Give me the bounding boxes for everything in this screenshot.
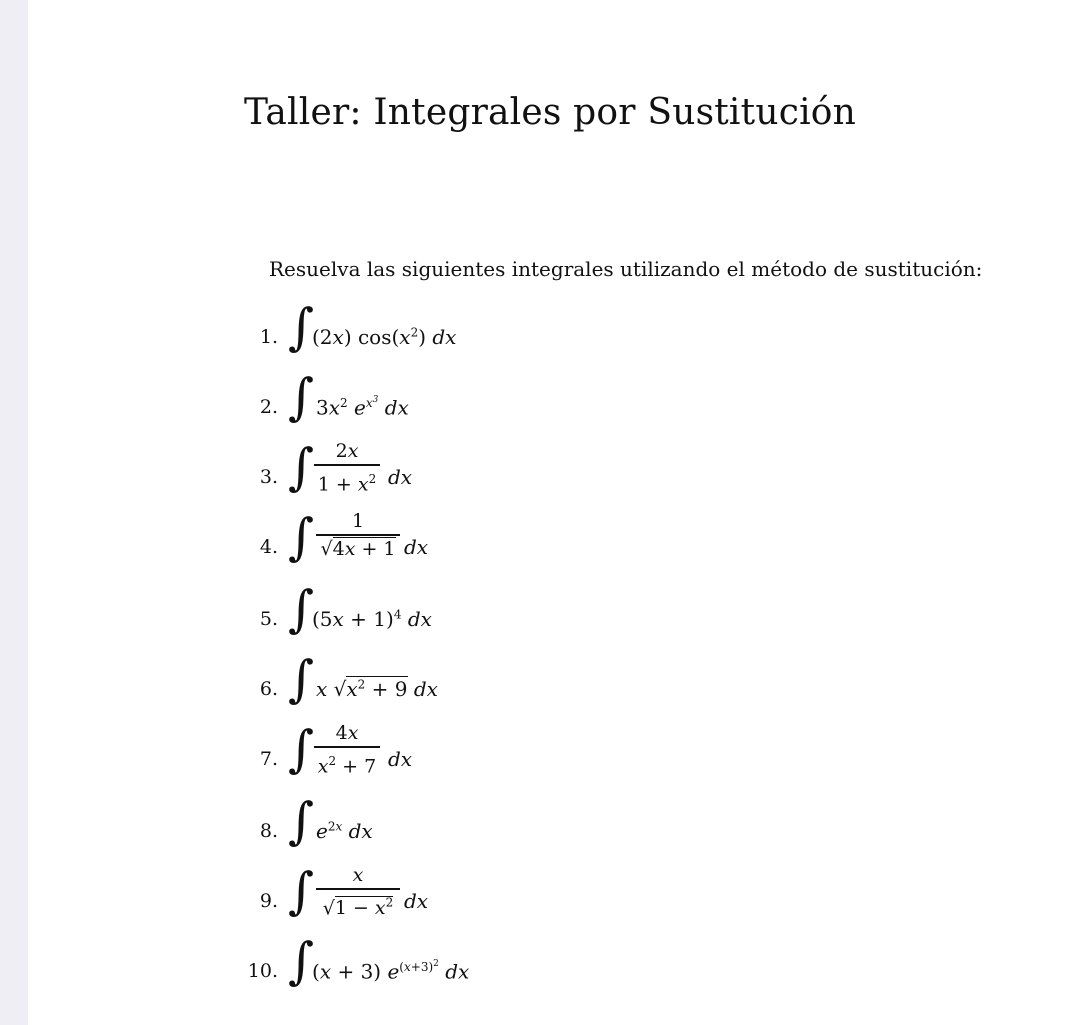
problem-number: 4.	[259, 536, 278, 558]
integral-sign-icon: ∫	[288, 298, 315, 356]
page-title: Taller: Integrales por Sustitución	[243, 92, 857, 133]
problem-number: 8.	[259, 820, 278, 842]
integral-sign-icon: ∫	[288, 580, 315, 638]
integral-sign-icon: ∫	[288, 862, 315, 920]
problem-expression: (2x) $\cos(x^2)$ dx	[312, 325, 457, 349]
problem-number: 9.	[259, 890, 278, 912]
problem-number: 1.	[259, 326, 278, 348]
integral-sign-icon: ∫	[288, 720, 315, 778]
problem-number: 7.	[259, 748, 278, 770]
problem-expression: (x + 3) $e^{(x+3)^2}$ dx	[312, 959, 470, 984]
problem-number: 2.	[259, 396, 278, 418]
integral-sign-icon: ∫	[288, 438, 315, 496]
integral-sign-icon: ∫	[288, 650, 315, 708]
left-rail	[0, 0, 28, 1025]
document-page: Taller: Integrales por Sustitución Resuelva las siguientes integrales utilizando el método de sustitución: 1. ∫ (2x) $\cos(x^2)$ dx 2. ∫ $3x^2$ $e^{x^3}$ dx 3. ∫ 2x $1 + x^2$ dx 4. ∫ 1 √4x + 1 dx 5. ∫ $(5x + 1)^4$ dx 6. ∫ x $√x^2 + 9$ dx 7. ∫ 4x $x^2 + 7$ dx 8. ∫ $e^{2x}$ dx 9. ∫ x $√1 - x^2$ dx 10. ∫ (x + 3) $e^{(x+3)^2}$ dx	[28, 0, 1072, 1025]
integral-sign-icon: ∫	[288, 508, 315, 566]
problem-expression: x $√x^2 + 9$ dx	[316, 677, 438, 701]
problem-expression: $e^{2x}$ dx	[316, 819, 373, 843]
fraction: x $√1 - x^2$	[316, 862, 400, 916]
problem-number: 3.	[259, 466, 278, 488]
problem-number: 6.	[259, 678, 278, 700]
problem-number: 5.	[259, 608, 278, 630]
integral-sign-icon: ∫	[288, 932, 315, 990]
problem-expression: $(5x + 1)^4$ dx	[312, 607, 432, 631]
instructions: Resuelva las siguientes integrales utilizando el método de sustitución:	[269, 257, 983, 281]
problem-expression: $3x^2$ $e^{x^3}$ dx	[316, 395, 409, 420]
fraction: 1 √4x + 1	[316, 508, 400, 562]
integral-sign-icon: ∫	[288, 368, 315, 426]
fraction: 4x $x^2 + 7$	[314, 720, 380, 774]
problem-number: 10.	[247, 960, 278, 982]
fraction: 2x $1 + x^2$	[314, 438, 380, 492]
integral-sign-icon: ∫	[288, 792, 315, 850]
